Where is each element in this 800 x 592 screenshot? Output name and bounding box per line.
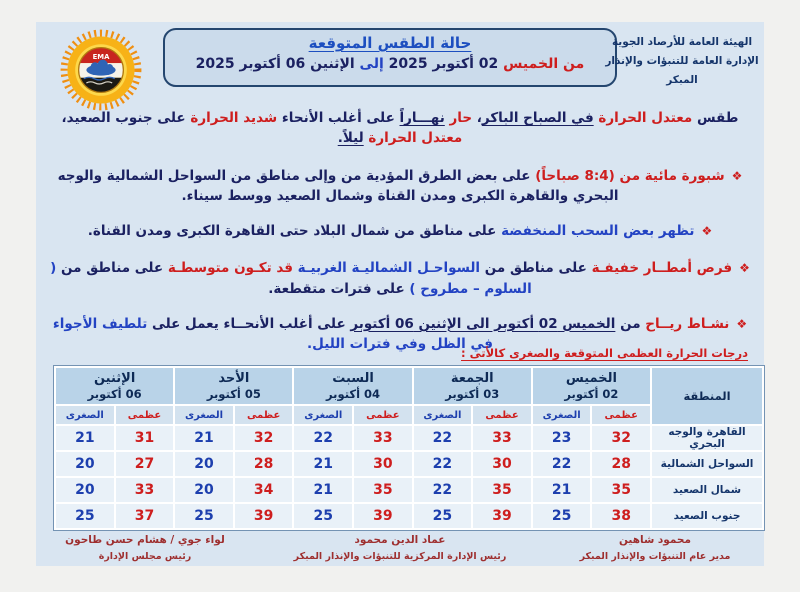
date-from-word: من الخميس	[503, 56, 585, 72]
sun-icon	[58, 27, 144, 113]
temp-min-cell: 22	[293, 425, 353, 451]
p5-seg: نشـاط ريــاح	[640, 315, 730, 332]
forecast-text	[50, 108, 750, 369]
temp-min-cell: 21	[293, 451, 353, 477]
temp-max-cell: 32	[591, 425, 651, 451]
temp-min-cell: 25	[413, 503, 473, 529]
p5-seg: على أغلب الأنحــاء يعمل على	[147, 315, 351, 332]
temp-max-cell: 30	[472, 451, 532, 477]
signature-forecast-director: محمود شاهين مدير عام التنبؤات والإنذار المبكر	[579, 534, 731, 563]
table-row-north-coasts	[55, 451, 763, 477]
temp-min-cell: 22	[413, 451, 473, 477]
p4-seg: على مناطق من	[56, 260, 164, 277]
temp-max-cell: 39	[234, 503, 294, 529]
table-row-cairo-delta	[55, 425, 763, 451]
region-cell: القاهرة والوجه البحري	[651, 425, 763, 451]
temp-max-cell: 30	[353, 451, 413, 477]
p1-seg: معتدل الحرارة	[593, 110, 693, 126]
region-cell: السواحل الشمالية	[651, 451, 763, 477]
temp-min-cell: 21	[532, 477, 592, 503]
p1-seg: طقس	[692, 110, 739, 126]
temp-max-cell: 28	[591, 451, 651, 477]
temp-min-cell: 22	[413, 425, 473, 451]
p3-seg: تظهر بعض السحب المنخفضة	[501, 223, 695, 239]
temp-max-cell: 35	[472, 477, 532, 503]
temp-max-cell: 35	[353, 477, 413, 503]
p1-seg: معتدل الحرارة	[363, 130, 463, 147]
p3-seg: على مناطق من شمال البلاد حتى القاهرة الكبرى ومدن القناة.	[87, 223, 502, 239]
temp-max-cell: 33	[353, 425, 413, 451]
min-label: الصغرى	[532, 405, 592, 425]
temp-min-cell: 21	[55, 425, 115, 451]
temp-min-cell: 20	[55, 477, 115, 503]
temp-max-cell: 31	[115, 425, 175, 451]
page-title	[165, 34, 615, 52]
org-name-line1: الهيئة العامة للأرصاد الجوية	[611, 36, 753, 48]
p1-seg: على أغلب الأنحاء	[277, 110, 400, 126]
p4-seg: قد تكـون متوسطـة	[163, 260, 293, 277]
temp-min-cell: 21	[293, 477, 353, 503]
bullet-diamond-icon: ❖	[736, 316, 748, 331]
forecast-paragraph-clouds	[50, 221, 750, 241]
temp-min-cell: 21	[174, 425, 234, 451]
temp-max-cell: 39	[353, 503, 413, 529]
p5-seg: الخميس 02 أكتوبر الى الإثنين 06 أكتوبر	[350, 315, 616, 332]
temp-min-cell: 20	[174, 451, 234, 477]
p4-seg: على فترات متقطعة.	[268, 280, 405, 297]
ema-sun-logo	[58, 27, 144, 113]
bullet-diamond-icon: ❖	[739, 261, 750, 276]
p4-seg: فرص أمطــار خفيفـة	[586, 260, 733, 277]
day-header-saturday: السبت 04 أكتوبر	[293, 367, 412, 405]
p5-seg: تلطيف الأجواء في الظل وفي فترات الليل.	[52, 315, 493, 352]
bulletin-panel	[36, 22, 764, 566]
p5-seg: من	[615, 315, 641, 332]
temp-max-cell: 27	[115, 451, 175, 477]
min-label: الصغرى	[293, 405, 353, 425]
region-column-header: المنطقة	[651, 367, 763, 425]
max-label: عظمى	[472, 405, 532, 425]
min-label: الصغرى	[174, 405, 234, 425]
date-to-date: الإثنين 06 أكتوبر 2025	[195, 56, 360, 72]
temp-max-cell: 35	[591, 477, 651, 503]
day-header-sunday: الأحد 05 أكتوبر	[174, 367, 293, 405]
signature-footer	[60, 533, 740, 564]
forecast-paragraph-rain	[50, 258, 750, 299]
signature-board-chairman: لواء جوي / هشام حسن طاحون رئيس مجلس الإدارة	[65, 534, 225, 563]
temp-max-cell: 37	[115, 503, 175, 529]
day-header-thursday: الخميس 02 أكتوبر	[532, 367, 651, 405]
max-label: عظمى	[353, 405, 413, 425]
table-row-north-upper-egypt	[55, 477, 763, 503]
max-label: عظمى	[591, 405, 651, 425]
logo-ema-text: EMA	[92, 52, 110, 61]
temp-min-cell: 25	[532, 503, 592, 529]
temp-min-cell: 20	[174, 477, 234, 503]
min-label: الصغرى	[413, 405, 473, 425]
max-label: عظمى	[234, 405, 294, 425]
bullet-diamond-icon: ❖	[731, 168, 743, 183]
temp-min-cell: 25	[293, 503, 353, 529]
p4-seg: السواحـل الشماليـة الغربيـة	[292, 260, 481, 277]
p2-seg: شبورة مائية من (8:4 صباحاً)	[535, 167, 725, 184]
day-header-friday: الجمعة 03 أكتوبر	[413, 367, 532, 405]
temp-max-cell: 28	[234, 451, 294, 477]
table-intro-line: درجات الحرارة العظمى المتوقعة والصغرى كالأتى :	[461, 346, 748, 360]
p1-seg: ليلاً.	[337, 130, 364, 147]
temp-min-cell: 22	[413, 477, 473, 503]
temp-max-cell: 33	[472, 425, 532, 451]
date-range-line	[165, 56, 615, 72]
title-box	[163, 28, 617, 87]
temp-max-cell: 32	[234, 425, 294, 451]
temperature-table	[54, 366, 764, 530]
p2-seg: على بعض الطرق المؤدية من وإلى مناطق من السواحل الشمالية والوجه البحري والقاهرة الكبرى ومدن القناة وشمال الصعيد ووسط سيناء.	[57, 167, 619, 204]
temp-max-cell: 34	[234, 477, 294, 503]
max-label: عظمى	[115, 405, 175, 425]
temp-min-cell: 25	[55, 503, 115, 529]
temp-max-cell: 39	[472, 503, 532, 529]
p4-seg: على مناطق من	[480, 260, 587, 277]
temp-min-cell: 23	[532, 425, 592, 451]
region-cell: شمال الصعيد	[651, 477, 763, 503]
table-row-south-upper-egypt	[55, 503, 763, 529]
date-to-word: إلى	[359, 56, 384, 72]
temp-min-cell: 22	[532, 451, 592, 477]
temp-max-cell: 33	[115, 477, 175, 503]
forecast-paragraph-general	[50, 108, 750, 149]
min-label: الصغرى	[55, 405, 115, 425]
region-cell: جنوب الصعيد	[651, 503, 763, 529]
temp-min-cell: 20	[55, 451, 115, 477]
forecast-paragraph-fog	[50, 166, 750, 207]
bullet-diamond-icon: ❖	[701, 224, 713, 238]
day-header-row	[55, 367, 763, 405]
p1-seg: شديد الحرارة	[185, 110, 278, 126]
org-name-block	[600, 33, 764, 90]
page-title-text: حالة الطقس المتوقعة	[308, 34, 472, 52]
p1-seg: في الصباح الباكر	[481, 110, 594, 126]
org-name-line2: الإدارة العامة للتنبؤات والإنذار المبكر	[605, 54, 759, 86]
temp-min-cell: 25	[174, 503, 234, 529]
signature-central-admin-head: عماد الدين محمود رئيس الإدارة المركزية للتنبؤات والإنذار المبكر	[293, 534, 507, 563]
p1-seg: نهـــاراً	[399, 110, 445, 126]
p1-seg: على جنوب الصعيد،	[61, 110, 186, 126]
p1-seg: حار	[444, 110, 473, 126]
temp-max-cell: 38	[591, 503, 651, 529]
p4-seg: ( السلوم – مطروح )	[50, 260, 532, 297]
p1-seg: ،	[472, 110, 482, 126]
day-header-monday: الإثنين 06 أكتوبر	[55, 367, 174, 405]
date-from-date: 02 أكتوبر 2025	[383, 56, 504, 72]
